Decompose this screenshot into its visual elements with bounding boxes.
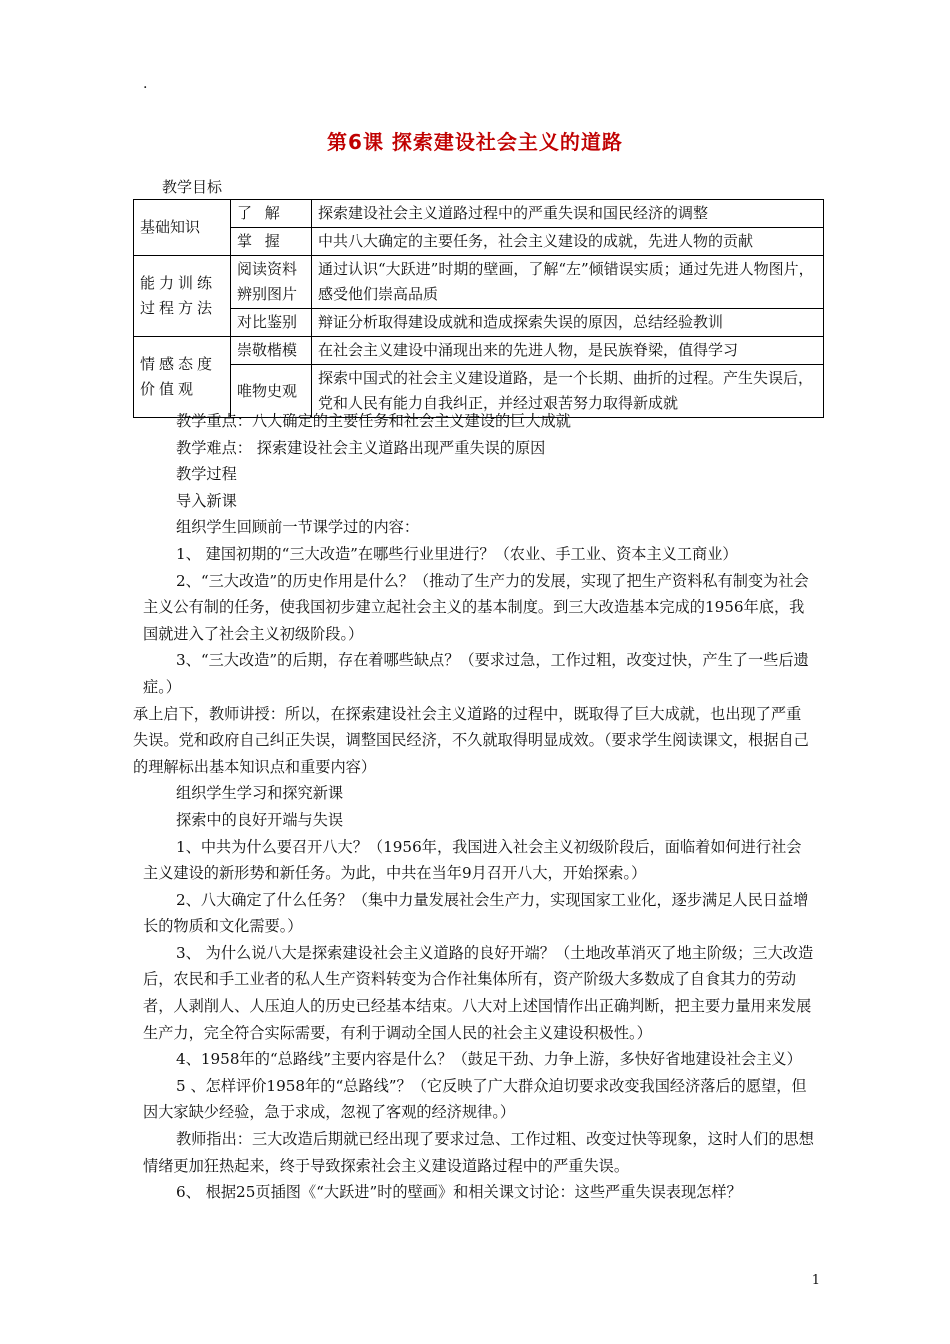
lesson-body: [133, 408, 815, 1206]
group-ability-training: 能力训练过程方法: [134, 256, 231, 337]
row-master-text: 中共八大确定的主要任务，社会主义建设的成就，先进人物的贡献: [312, 228, 824, 256]
section-heading: 导入新课: [176, 491, 237, 510]
paragraph: 承上启下，教师讲授：所以，在探索建设社会主义道路的过程中，既取得了巨大成就，也出现了严重失误。党和政府自己纠正失误，调整国民经济，不久就取得明显成效。（要求学生阅读课文，根据自己的理解标出基本知识点和重要内容）: [133, 704, 809, 776]
section-heading: 探索中的良好开端与失误: [176, 810, 344, 829]
difficult-point: 教学难点： 探索建设社会主义道路出现严重失误的原因: [176, 438, 546, 457]
section-heading: 教学过程: [176, 465, 237, 484]
row-compare-label: 对比鉴别: [231, 309, 312, 337]
key-point: 教学重点：八大确定的主要任务和社会主义建设的巨大成就: [176, 412, 571, 430]
row-materialism-label: 唯物史观: [231, 365, 312, 418]
group-emotion-values: 情感态度价值观: [134, 337, 231, 418]
section-heading: 组织学生学习和探究新课: [176, 784, 344, 803]
question-item: 1、中共为什么要召开八大？（1956年，我国进入社会主义初级阶段后，面临着如何进行社会主义建设的新形势和新任务。为此，中共在当年9月召开八大，开始探索。）: [143, 837, 802, 883]
row-materialism-text: 探索中国式的社会主义建设道路，是一个长期、曲折的过程。产生失误后，党和人民有能力自我纠正，并经过艰苦努力取得新成就: [312, 365, 824, 418]
question-item: 2、八大确定了什么任务？（集中力量发展社会生产力，实现国家工业化，逐步满足人民日益增长的物质和文化需要。）: [143, 890, 809, 936]
row-understand-text: 探索建设社会主义道路过程中的严重失误和国民经济的调整: [312, 200, 824, 228]
question-item: 5 、怎样评价1958年的“总路线”？（它反映了广大群众迫切要求改变我国经济落后的愿望，但因大家缺少经验，急于求成，忽视了客观的经济规律。）: [143, 1076, 807, 1122]
question-item: 6、 根据25页插图《“大跃进”时的壁画》和相关课文讨论：这些严重失误表现怎样？: [176, 1183, 742, 1202]
question-item: 2、“三大改造”的历史作用是什么？（推动了生产力的发展，实现了把生产资料私有制变为社会主义公有制的任务，使我国初步建立起社会主义的基本制度。到三大改造基本完成的1956年底，我国就进入了社会主义初级阶段。）: [143, 571, 809, 643]
objectives-table: [133, 199, 824, 418]
page-number: 1: [811, 1273, 820, 1288]
row-master-label: 掌 握: [231, 228, 312, 256]
group-basic-knowledge: 基础知识: [134, 200, 231, 256]
row-respect-text: 在社会主义建设中涌现出来的先进人物，是民族脊梁，值得学习: [312, 337, 824, 365]
question-item: 4、1958年的“总路线”主要内容是什么？（鼓足干劲、力争上游，多快好省地建设社会主义）: [176, 1050, 802, 1069]
objectives-label: 教学目标: [162, 178, 223, 196]
page-title: 第6课 探索建设社会主义的道路: [327, 130, 623, 154]
stray-dot: .: [143, 76, 148, 92]
question-item: 3、 为什么说八大是探索建设社会主义道路的良好开端？（土地改革消灭了地主阶级；三大改造后，农民和手工业者的私人生产资料转变为合作社集体所有，资产阶级大多数成了自食其力的劳动者，人剥削人、人压迫人的历史已经基本结束。八大对上述国情作出正确判断，把主要力量用来发展生产力，完全符合实际需要，有利于调动全国人民的社会主义建设积极性。）: [143, 943, 814, 1042]
row-reading-text: 通过认识“大跃进”时期的壁画，了解“左”倾错误实质；通过先进人物图片，感受他们崇高品质: [312, 256, 824, 309]
paragraph: 教师指出：三大改造后期就已经出现了要求过急、工作过粗、改变过快等现象，这时人们的思想情绪更加狂热起来，终于导致探索社会主义建设道路过程中的严重失误。: [143, 1130, 814, 1175]
question-item: 1、 建国初期的“三大改造”在哪些行业里进行？（农业、手工业、资本主义工商业）: [176, 544, 738, 563]
row-reading-label: 阅读资料辨别图片: [231, 256, 312, 309]
row-understand-label: 了 解: [231, 200, 312, 228]
paragraph: 组织学生回顾前一节课学过的内容：: [176, 518, 419, 537]
question-item: 3、“三大改造”的后期，存在着哪些缺点？（要求过急，工作过粗，改变过快，产生了一些后遗症。）: [143, 651, 809, 696]
row-respect-label: 崇敬楷模: [231, 337, 312, 365]
row-compare-text: 辩证分析取得建设成就和造成探索失误的原因，总结经验教训: [312, 309, 824, 337]
